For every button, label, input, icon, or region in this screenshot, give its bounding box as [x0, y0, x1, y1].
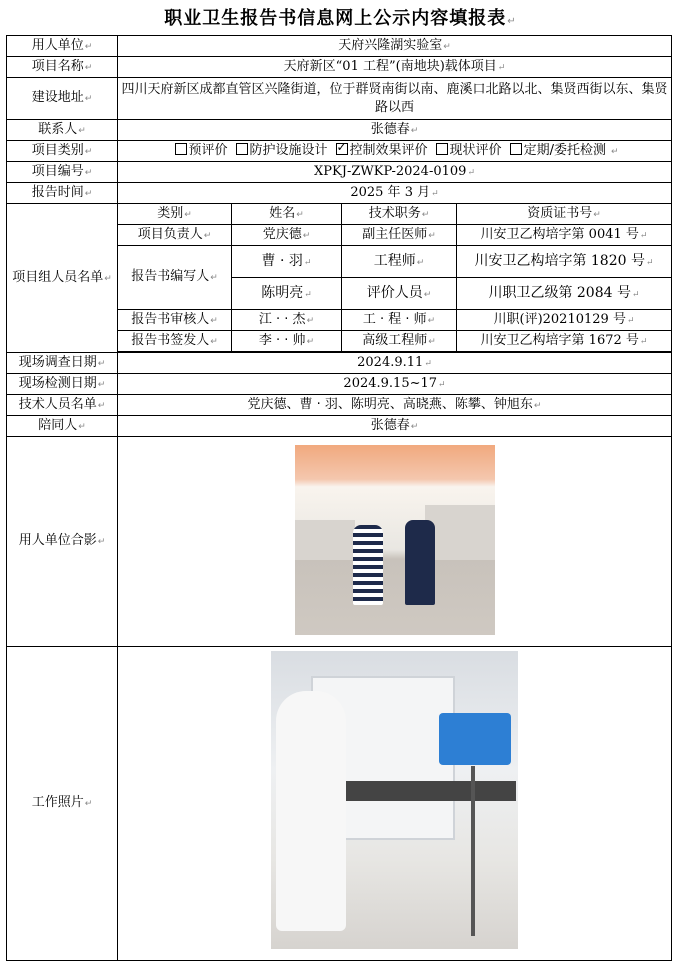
row-category [7, 141, 672, 162]
checkbox-icon[interactable] [175, 143, 187, 155]
issuer-name: 李 · · 帅↵ [232, 331, 342, 352]
leader-title: 副主任医师↵ [342, 225, 457, 246]
reviewer-role: 报告书审核人↵ [118, 310, 232, 331]
leader-cert: 川安卫乙构培字第 0041 号↵ [457, 225, 672, 246]
companion-label: 陪同人↵ [7, 416, 118, 437]
contact-value: 张德春↵ [118, 120, 672, 141]
employer-label: 用人单位↵ [7, 36, 118, 57]
team-header-category: 类别↵ [118, 204, 232, 225]
reviewer-name: 江 · · 杰↵ [232, 310, 342, 331]
project-no-label: 项目编号↵ [7, 162, 118, 183]
survey-date-value: 2024.9.11↵ [118, 353, 672, 374]
team-header-cert: 资质证书号↵ [457, 204, 672, 225]
writer-1-name: 曹 · 羽↵ [232, 246, 342, 278]
contact-label: 联系人↵ [7, 120, 118, 141]
project-name-value: 天府新区“01 工程”(南地块)载体项目↵ [118, 57, 672, 78]
row-group-photo [7, 437, 672, 647]
checkbox-icon[interactable] [236, 143, 248, 155]
team-label: 项目组人员名单↵ [7, 204, 118, 353]
report-time-label: 报告时间↵ [7, 183, 118, 204]
issuer-role: 报告书签发人↵ [118, 331, 232, 352]
technicians-label: 技术人员名单↵ [7, 395, 118, 416]
leader-role: 项目负责人↵ [118, 225, 232, 246]
work-photo-image [271, 651, 518, 949]
reviewer-title: 工 · 程 · 师↵ [342, 310, 457, 331]
form-title-text: 职业卫生报告书信息网上公示内容填报表 [164, 8, 507, 29]
team-header-title: 技术职务↵ [342, 204, 457, 225]
test-date-label: 现场检测日期↵ [7, 374, 118, 395]
issuer-title: 高级工程师↵ [342, 331, 457, 352]
row-employer [7, 36, 672, 57]
category-option-status[interactable]: 现状评价 [436, 143, 502, 158]
group-photo-cell [118, 437, 672, 647]
row-survey-date [7, 353, 672, 374]
category-option-design[interactable]: 防护设施设计 [236, 143, 328, 158]
checkbox-checked-icon[interactable] [336, 143, 348, 155]
row-project-name [7, 57, 672, 78]
companion-value: 张德春↵ [118, 416, 672, 437]
category-label: 项目类别↵ [7, 141, 118, 162]
row-companion [7, 416, 672, 437]
row-contact [7, 120, 672, 141]
survey-date-label: 现场调查日期↵ [7, 353, 118, 374]
row-work-photo [7, 647, 672, 961]
address-value: 四川天府新区成都直管区兴隆街道，位于群贤南街以南、鹿溪口北路以北、集贤西街以东、集贤路以西 [118, 78, 672, 120]
checkbox-icon[interactable] [510, 143, 522, 155]
issuer-cert: 川安卫乙构培字第 1672 号↵ [457, 331, 672, 352]
work-photo-cell [118, 647, 672, 961]
writer-1-title: 工程师↵ [342, 246, 457, 278]
project-name-label: 项目名称↵ [7, 57, 118, 78]
team-header-name: 姓名↵ [232, 204, 342, 225]
writer-2-cert: 川职卫乙级第 2084 号↵ [457, 278, 672, 310]
report-time-value: 2025 年 3 月↵ [118, 183, 672, 204]
category-options: 预评价 防护设施设计✓ 控制效果评价 现状评价 定期/委托检测 ↵ [118, 141, 672, 162]
test-date-value: 2024.9.15~17↵ [118, 374, 672, 395]
project-no-value: XPKJ-ZWKP-2024-0109↵ [118, 162, 672, 183]
row-address [7, 78, 672, 120]
row-project-no [7, 162, 672, 183]
writer-1-cert: 川安卫乙构培字第 1820 号↵ [457, 246, 672, 278]
team-header-row [7, 204, 672, 225]
group-photo-label: 用人单位合影↵ [7, 437, 118, 647]
technicians-value: 党庆德、曹 · 羽、陈明亮、高晓燕、陈攀、钟旭东↵ [118, 395, 672, 416]
row-test-date [7, 374, 672, 395]
form-title: 职业卫生报告书信息网上公示内容填报表↵ [164, 8, 517, 29]
row-technicians [7, 395, 672, 416]
writer-2-title: 评价人员↵ [342, 278, 457, 310]
category-option-periodic[interactable]: 定期/委托检测 [510, 143, 606, 158]
reviewer-cert: 川职(评)20210129 号↵ [457, 310, 672, 331]
row-report-time [7, 183, 672, 204]
leader-name: 党庆德↵ [232, 225, 342, 246]
employer-value: 天府兴隆湖实验室↵ [118, 36, 672, 57]
category-option-control[interactable]: ✓ 控制效果评价 [336, 143, 428, 158]
group-photo-image [295, 445, 495, 635]
writer-role: 报告书编写人↵ [118, 246, 232, 310]
info-table [6, 35, 672, 961]
writer-2-name: 陈明亮↵ [232, 278, 342, 310]
checkbox-icon[interactable] [436, 143, 448, 155]
address-label: 建设地址↵ [7, 78, 118, 120]
work-photo-label: 工作照片↵ [7, 647, 118, 961]
category-option-pre[interactable]: 预评价 [175, 143, 228, 158]
